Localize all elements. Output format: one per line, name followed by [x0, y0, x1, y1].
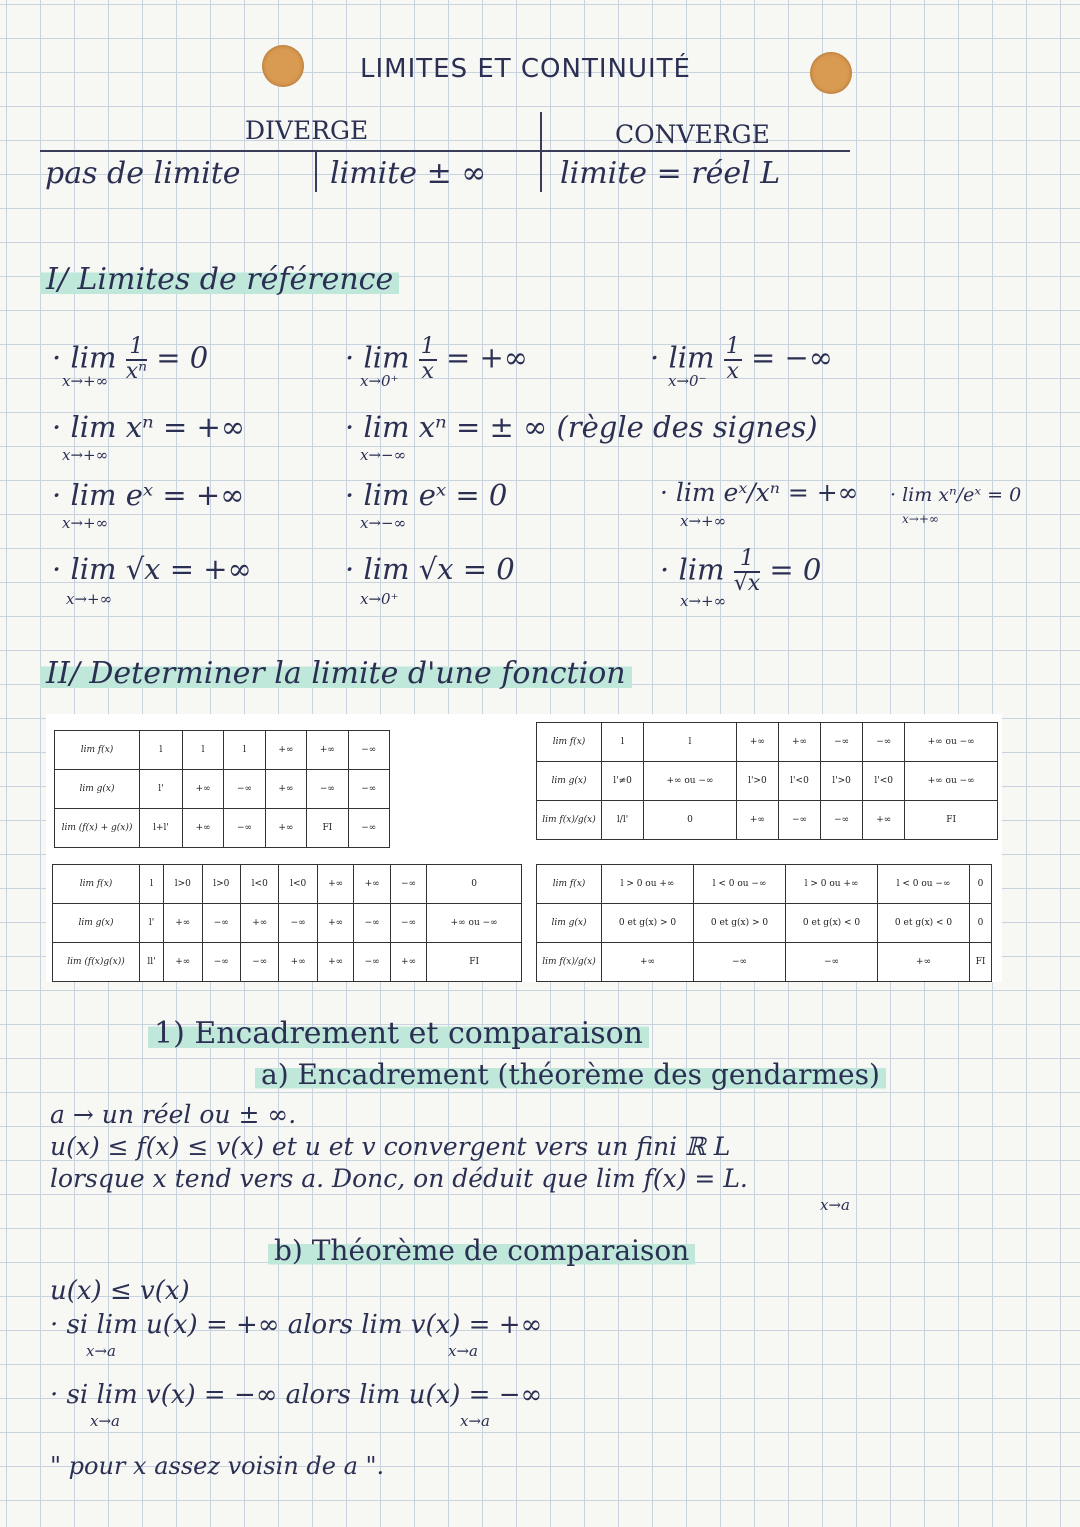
ref-limit-1-over-sqrt: · lim $\frac{1}{√x}$ = 0 [660, 546, 822, 596]
limit-point: x→+∞ [680, 592, 727, 610]
table-cell: 0 et g(x) < 0 [786, 904, 878, 943]
limit-point: x→−∞ [360, 446, 407, 464]
squeeze-text-line2: u(x) ≤ f(x) ≤ v(x) et u et v convergent vers un fini ℝ L [50, 1132, 731, 1161]
limit-point: x→a [86, 1342, 116, 1360]
table-cell: +∞ [164, 943, 202, 982]
table-cell: −∞ [348, 731, 389, 770]
table-cell: l' [140, 770, 183, 809]
table-cell: +∞ [878, 943, 970, 982]
table-row [55, 731, 390, 770]
table-cell: −∞ [821, 801, 863, 840]
page-title: LIMITES ET CONTINUITÉ [360, 54, 691, 84]
limit-point: x→+∞ [62, 514, 109, 532]
limit-point: x→+∞ [902, 512, 939, 526]
comparison-hypothesis: u(x) ≤ v(x) [50, 1276, 190, 1306]
table-row [537, 904, 992, 943]
table-cell: l [182, 731, 223, 770]
table-row [537, 723, 998, 762]
table-row [55, 770, 390, 809]
table-cell: −∞ [354, 943, 390, 982]
converge-label: CONVERGE [615, 120, 770, 149]
table-cell: +∞ ou −∞ [427, 904, 522, 943]
comparison-note: " pour x assez voisin de a ". [50, 1452, 385, 1480]
table-cell: +∞ [265, 809, 306, 848]
table-cell: 0 [644, 801, 737, 840]
table-cell: l>0 [202, 865, 240, 904]
comparison-rule-plus-inf: · si lim u(x) = +∞ alors lim v(x) = +∞ [50, 1310, 543, 1340]
ref-limit-exp-over-xn: · lim eˣ/xⁿ = +∞ [660, 478, 859, 507]
row-label: lim f(x) [537, 723, 602, 762]
table-cell: +∞ [241, 904, 279, 943]
row-label: lim f(x) [537, 865, 602, 904]
limit-point: x→0⁺ [360, 590, 399, 608]
table-cell: l'<0 [778, 762, 820, 801]
table-row [537, 762, 998, 801]
limit-point: x→a [448, 1342, 478, 1360]
section1-heading: I/ Limites de référence [40, 262, 399, 297]
ref-limit-1-over-xn: · lim $\frac{1}{\text{xⁿ}}$ = 0 [52, 334, 209, 384]
table-cell: +∞ [265, 770, 306, 809]
table-cell: l < 0 ou −∞ [694, 865, 786, 904]
table-cell: +∞ [182, 809, 223, 848]
table-cell: +∞ [736, 801, 778, 840]
row-label: lim g(x) [53, 904, 140, 943]
table-cell: l>0 [164, 865, 202, 904]
ref-limit-xn-plus-inf: · lim xⁿ = +∞ [52, 410, 246, 444]
table-cell: −∞ [863, 723, 905, 762]
real-limit-cell: limite = réel L [560, 156, 781, 191]
squeeze-text-line1: a → un réel ou ± ∞. [50, 1100, 297, 1129]
subsection1b-heading: b) Théorème de comparaison [268, 1234, 695, 1267]
row-label: lim f(x)/g(x) [537, 801, 602, 840]
row-label: lim g(x) [55, 770, 140, 809]
section2-heading: II/ Determiner la limite d'une fonction [40, 656, 632, 691]
limit-point: x→a [820, 1196, 850, 1214]
table-cell: FI [307, 809, 348, 848]
limit-point: x→a [90, 1412, 120, 1430]
table-cell: +∞ [307, 731, 348, 770]
table-cell: l' [140, 904, 164, 943]
table-row [53, 904, 522, 943]
table-cell: l<0 [279, 865, 317, 904]
limit-point: x→+∞ [62, 446, 109, 464]
table-cell: l [140, 731, 183, 770]
table-cell: 0 et g(x) > 0 [602, 904, 694, 943]
ref-limit-exp-plus-inf: · lim eˣ = +∞ [52, 478, 245, 512]
table-cell: +∞ ou −∞ [905, 723, 998, 762]
table-cell: +∞ [265, 731, 306, 770]
table-cell: l [224, 731, 265, 770]
binder-hole-left [262, 45, 304, 87]
diverge-label: DIVERGE [245, 116, 369, 145]
no-limit-cell: pas de limite [45, 156, 241, 191]
table-cell: 0 et g(x) < 0 [878, 904, 970, 943]
table-cell: l+l' [140, 809, 183, 848]
table-row [53, 865, 522, 904]
table-cell: FI [970, 943, 992, 982]
table-row [537, 865, 992, 904]
table-cell: FI [427, 943, 522, 982]
table-cell: l > 0 ou +∞ [786, 865, 878, 904]
comparison-rule-minus-inf: · si lim v(x) = −∞ alors lim u(x) = −∞ [50, 1380, 543, 1410]
table-cell: −∞ [390, 865, 426, 904]
row-label: lim (f(x) + g(x)) [55, 809, 140, 848]
table-cell: l [644, 723, 737, 762]
table-cell: −∞ [348, 770, 389, 809]
row-label: lim f(x)/g(x) [537, 943, 602, 982]
table-cell: l'>0 [821, 762, 863, 801]
table-cell: l/l' [602, 801, 644, 840]
table-cell: −∞ [354, 904, 390, 943]
table-cell: l [140, 865, 164, 904]
table-cell: −∞ [202, 943, 240, 982]
ref-limit-exp-minus-inf: · lim eˣ = 0 [345, 478, 508, 512]
table-cell: +∞ [863, 801, 905, 840]
table-cell: +∞ [778, 723, 820, 762]
limit-point: x→+∞ [66, 590, 113, 608]
binder-hole-right [810, 52, 852, 94]
table-row [537, 943, 992, 982]
table-cell: +∞ ou −∞ [644, 762, 737, 801]
table-row [53, 943, 522, 982]
header-divider-main [540, 112, 542, 192]
table-cell: +∞ [602, 943, 694, 982]
header-divider-sub [315, 152, 317, 192]
limit-point: x→a [460, 1412, 490, 1430]
sum-limit-table [54, 730, 390, 848]
table-cell: 0 [427, 865, 522, 904]
table-cell: l [602, 723, 644, 762]
table-cell: +∞ [164, 904, 202, 943]
limit-point: x→0⁺ [360, 372, 399, 390]
row-label: lim g(x) [537, 762, 602, 801]
table-cell: ll' [140, 943, 164, 982]
ref-limit-1-over-x-0plus: · lim $\frac{1}{x}$ = +∞ [345, 334, 528, 384]
table-cell: +∞ [354, 865, 390, 904]
table-cell: +∞ [736, 723, 778, 762]
table-cell: +∞ [279, 943, 317, 982]
ref-limit-sqrt-0plus: · lim √x = 0 [345, 552, 515, 586]
table-cell: −∞ [224, 770, 265, 809]
table-cell: −∞ [307, 770, 348, 809]
limit-point: x→−∞ [360, 514, 407, 532]
subsection1a-heading: a) Encadrement (théorème des gendarmes) [255, 1058, 886, 1091]
table-cell: l'>0 [736, 762, 778, 801]
infinite-limit-cell: limite ± ∞ [330, 156, 487, 191]
table-cell: −∞ [694, 943, 786, 982]
table-cell: +∞ ou −∞ [905, 762, 998, 801]
quotient-limit-table [536, 722, 998, 840]
table-cell: l'≠0 [602, 762, 644, 801]
row-label: lim f(x) [55, 731, 140, 770]
row-label: lim (f(x)g(x)) [53, 943, 140, 982]
table-cell: l < 0 ou −∞ [878, 865, 970, 904]
table-cell: −∞ [348, 809, 389, 848]
quotient-zero-limit-table [536, 864, 992, 982]
table-cell: +∞ [317, 943, 353, 982]
table-cell: −∞ [821, 723, 863, 762]
table-row [537, 801, 998, 840]
table-cell: 0 [970, 904, 992, 943]
table-cell: −∞ [202, 904, 240, 943]
squeeze-text-line3: lorsque x tend vers a. Donc, on déduit que lim f(x) = L. [50, 1164, 748, 1193]
table-cell: −∞ [241, 943, 279, 982]
header-rule [40, 150, 850, 152]
limit-point: x→0⁻ [668, 372, 707, 390]
limit-tables-sheet [46, 714, 1002, 982]
row-label: lim g(x) [537, 904, 602, 943]
table-cell: l<0 [241, 865, 279, 904]
table-cell: l'<0 [863, 762, 905, 801]
table-cell: −∞ [279, 904, 317, 943]
limit-point: x→+∞ [680, 512, 727, 530]
limit-point: x→+∞ [62, 372, 109, 390]
table-cell: +∞ [317, 904, 353, 943]
table-cell: FI [905, 801, 998, 840]
table-cell: −∞ [786, 943, 878, 982]
row-label: lim f(x) [53, 865, 140, 904]
table-cell: l > 0 ou +∞ [602, 865, 694, 904]
ref-limit-1-over-x-0minus: · lim $\frac{1}{x}$ = −∞ [650, 334, 833, 384]
table-cell: 0 et g(x) > 0 [694, 904, 786, 943]
table-cell: +∞ [182, 770, 223, 809]
product-limit-table [52, 864, 522, 982]
subsection1-heading: 1) Encadrement et comparaison [148, 1016, 649, 1051]
ref-limit-xn-over-exp: · lim xⁿ/eˣ = 0 [890, 484, 1022, 506]
ref-limit-sqrt-plus-inf: · lim √x = +∞ [52, 552, 252, 586]
table-cell: +∞ [317, 865, 353, 904]
table-cell: −∞ [778, 801, 820, 840]
table-cell: 0 [970, 865, 992, 904]
table-cell: −∞ [390, 904, 426, 943]
ref-limit-xn-minus-inf: · lim xⁿ = ± ∞ (règle des signes) [345, 410, 818, 444]
table-row [55, 809, 390, 848]
table-cell: +∞ [390, 943, 426, 982]
table-cell: −∞ [224, 809, 265, 848]
